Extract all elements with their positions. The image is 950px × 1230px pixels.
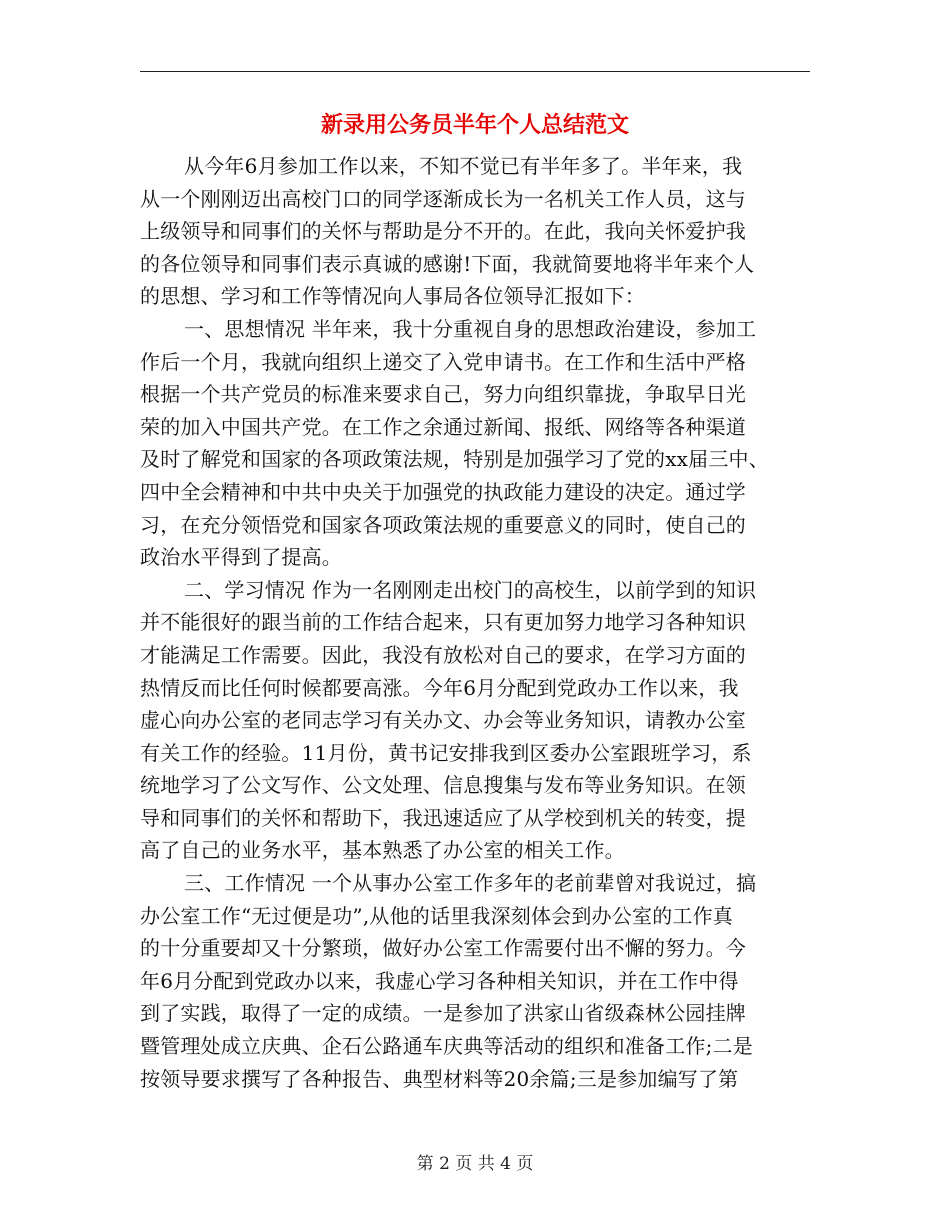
paragraph-line: 的思想、学习和工作等情况向人事局各位领导汇报如下：	[140, 284, 645, 309]
paragraph-line: 暨管理处成立庆典、企石公路通车庆典等活动的组织和准备工作;二是	[140, 1034, 753, 1059]
paragraph-line: 的十分重要却又十分繁琐，做好办公室工作需要付出不懈的努力。今	[140, 936, 746, 961]
document-body	[140, 150, 810, 1110]
paragraph-line: 根据一个共产党员的标准来要求自己，努力向组织靠拢，争取早日光	[140, 382, 746, 407]
paragraph-line: 及时了解党和国家的各项政策法规，特别是加强学习了党的xx届三中、	[140, 447, 769, 472]
paragraph-line: 上级领导和同事们的关怀与帮助是分不开的。在此，我向关怀爱护我	[140, 219, 746, 244]
paragraph-line: 的各位领导和同事们表示真诚的感谢!下面，我就简要地将半年来个人	[140, 251, 755, 276]
paragraph-line: 四中全会精神和中共中央关于加强党的执政能力建设的决定。通过学	[140, 479, 746, 504]
paragraph-line: 才能满足工作需要。因此，我没有放松对自己的要求，在学习方面的	[140, 642, 746, 667]
paragraph-line: 热情反而比任何时候都要高涨。今年6月分配到党政办工作以来，我	[140, 675, 739, 700]
paragraph-line: 二、学习情况 作为一名刚刚走出校门的高校生，以前学到的知识	[184, 577, 757, 602]
paragraph-line: 作后一个月，我就向组织上递交了入党申请书。在工作和生活中严格	[140, 349, 746, 374]
paragraph-line: 三、工作情况 一个从事办公室工作多年的老前辈曾对我说过，搞	[184, 871, 757, 896]
paragraph-line: 有关工作的经验。11月份，黄书记安排我到区委办公室跟班学习，系	[140, 740, 752, 765]
paragraph-line: 荣的加入中国共产党。在工作之余通过新闻、报纸、网络等各种渠道	[140, 414, 746, 439]
paragraph-line: 导和同事们的关怀和帮助下，我迅速适应了从学校到机关的转变，提	[140, 805, 746, 830]
paragraph-line: 年6月分配到党政办以来，我虚心学习各种相关知识，并在工作中得	[140, 968, 739, 993]
paragraph-line: 高了自己的业务水平，基本熟悉了办公室的相关工作。	[140, 838, 625, 863]
header-rule	[140, 71, 810, 72]
page-number: 第 2 页 共 4 页	[416, 1154, 534, 1174]
paragraph-line: 习，在充分领悟党和国家各项政策法规的重要意义的同时，使自己的	[140, 512, 746, 537]
document-title: 新录用公务员半年个人总结范文	[320, 112, 629, 138]
paragraph-line: 到了实践，取得了一定的成绩。一是参加了洪家山省级森林公园挂牌	[140, 1001, 746, 1026]
paragraph-line: 并不能很好的跟当前的工作结合起来，只有更加努力地学习各种知识	[140, 610, 746, 635]
paragraph-line: 从一个刚刚迈出高校门口的同学逐渐成长为一名机关工作人员，这与	[140, 186, 746, 211]
paragraph-line: 一、思想情况 半年来，我十分重视自身的思想政治建设，参加工	[184, 316, 757, 341]
paragraph-line: 虚心向办公室的老同志学习有关办文、办会等业务知识，请教办公室	[140, 708, 746, 733]
paragraph-line: 统地学习了公文写作、公文处理、信息搜集与发布等业务知识。在领	[140, 773, 746, 798]
paragraph-line: 从今年6月参加工作以来，不知不觉已有半年多了。半年来，我	[184, 154, 743, 178]
paragraph-line: 政治水平得到了提高。	[140, 545, 342, 570]
paragraph-line: 办公室工作“无过便是功”,从他的话里我深刻体会到办公室的工作真	[140, 903, 734, 928]
paragraph-line: 按领导要求撰写了各种报告、典型材料等20余篇;三是参加编写了第	[140, 1066, 739, 1091]
